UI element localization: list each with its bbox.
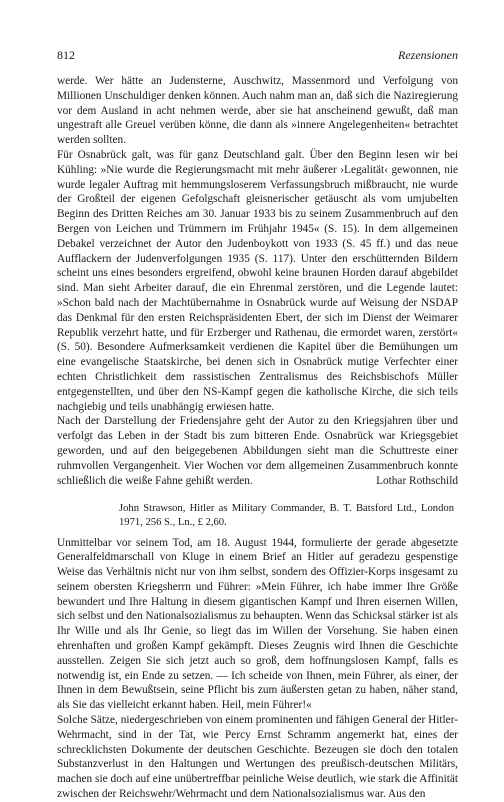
paragraph: werde. Wer hätte an Judensterne, Auschwitz, Massenmord und Verfolgung von Millionen Unschuldiger denken können. Auch nahm man an, daß sich die Naziregierung vor dem Ausland in acht nehmen werde, aber sie hat anscheinend gewußt, daß man ungestraft alle Greuel verüben könne, die dann als »innere Angelegenheiten« betrachtet werden sollten. (57, 75, 458, 147)
page-header (57, 48, 458, 68)
paragraph: Unmittelbar vor seinem Tod, am 18. August 1944, formulierte der gerade abgesetzte Generalfeldmarschall von Kluge in einem Brief an Hitler auf geradezu gespenstige Weise das Verhältnis nicht nur von ihm selbst, sondern des Offizier-Korps insgesamt zu seinem obersten Kriegsherrn und Führer: »Mein Führer, ich habe immer Ihre Größe bewundert und Ihre Haltung in diesem gigantischen Kampf und Ihren eisernen Willen, sich selbst und den Nationalsozialismus zu behaupten. Wenn das Schicksal stärker ist als Ihr Wille und als Ihr Genie, so liegt das im Willen der Vorsehung. Sie haben einen ehrenhaften und großen Kampf gekämpft. Dieses Zeugnis wird Ihnen die Geschichte ausstellen. Zeigen Sie sich jetzt auch so groß, dem hoffnungslosen Kampf, falls es notwendig ist, ein Ende zu setzen. — Ich scheide von Ihnen, mein Führer, als einer, der Ihnen in dem Bewußtsein, seine Pflicht bis zum äußersten getan zu haben, näher stand, als Sie das vielleicht erkannt haben. Heil, mein Führer!« (57, 536, 458, 712)
section-title: Rezensionen (398, 48, 458, 62)
book-citation: John Strawson, Hitler as Military Commander, B. T. Batsford Ltd., London 1971, 256 S., Ln., £ 2,60. (119, 503, 454, 528)
paragraph: Für Osnabrück galt, was für ganz Deutschland galt. Über den Beginn lesen wir bei Kühling: »Nie wurde die Regierungsmacht mit mehr äußerer ›Legalität‹ gewonnen, nie wurde legaler Auftrag mit hemmungsloserem Verfassungsbruch mißbraucht, nie wurde der Großteil der eigenen Gefolgschaft gleisnerischer getäuscht als vom umjubelten Beginn des Dritten Reiches am 30. Januar 1933 bis zu seinem Zusammenbruch auf den Bergen von Leichen und Trümmern im Frühjahr 1945« (S. 15). In dem allgemeinen Debakel verzeichnet der Autor den Judenboykott von 1933 (S. 45 ff.) und das neue Aufflackern der Judenverfolgungen 1935 (S. 117). Unter den erschütternden Bildern scheint uns eines besonders ergreifend, obwohl keine braunen Horden darauf abgebildet sind. Man sieht Arbeiter darauf, die ein Ehrenmal zerstören, und die Legende lautet: »Schon bald nach der Machtübernahme in Osnabrück wurde auf Weisung der NSDAP das Denkmal für den ersten Reichspräsidenten Ebert, der sich im Dienst der Weimarer Republik verzehrt hatte, und für Erzberger und Rathenau, die ermordet waren, zerstört« (S. 50). Besondere Aufmerksamkeit verdienen die Kapitel über die Bemühungen um eine evangelische Staatskirche, bei denen sich in Osnabrück mutige Verfechter einer echten Christlichkeit dem rassistischen Zentralismus des Reichsbischofs Müller entgegenstellten, und über den NS-Kampf gegen die katholische Kirche, die sich teils nachgiebig und teils unabhängig erwiesen hatte. (57, 148, 458, 413)
book-page (57, 48, 458, 802)
paragraph: Nach der Darstellung der Friedensjahre geht der Autor zu den Kriegsjahren über und verfolgt das Leben in der Stadt bis zum bitteren Ende. Osnabrück war Kriegsgebiet geworden, und auf den beigegebenen Abbildungen sieht man die Schuttreste einer ruhmvollen Vergangenheit. Vier Wochen vor dem allgemeinen Zusammenbruch konnte schließlich die weiße Fahne gehißt werden. (57, 415, 458, 487)
paragraph: Solche Sätze, niedergeschrieben von einem prominenten und fähigen General der Hitler-Wehrmacht, sind in der Tat, wie Percy Ernst Schramm angemerkt hat, eines der schrecklichsten Dokumente der deutschen Geschichte. Bezeugen sie doch den totalen Substanzverlust in den Haltungen und Wertungen des preußisch-deutschen Militärs, machen sie doch auf eine unübertreffbar peinliche Weise deutlich, wie stark die Affinität zwischen der Reichswehr/Wehrmacht und dem Nationalsozialismus war. Aus den (57, 714, 458, 801)
review-strawson (57, 536, 458, 802)
reviewer-signature: Lothar Rothschild (376, 474, 458, 487)
page-number: 812 (57, 48, 75, 62)
review-rothschild (57, 74, 458, 488)
